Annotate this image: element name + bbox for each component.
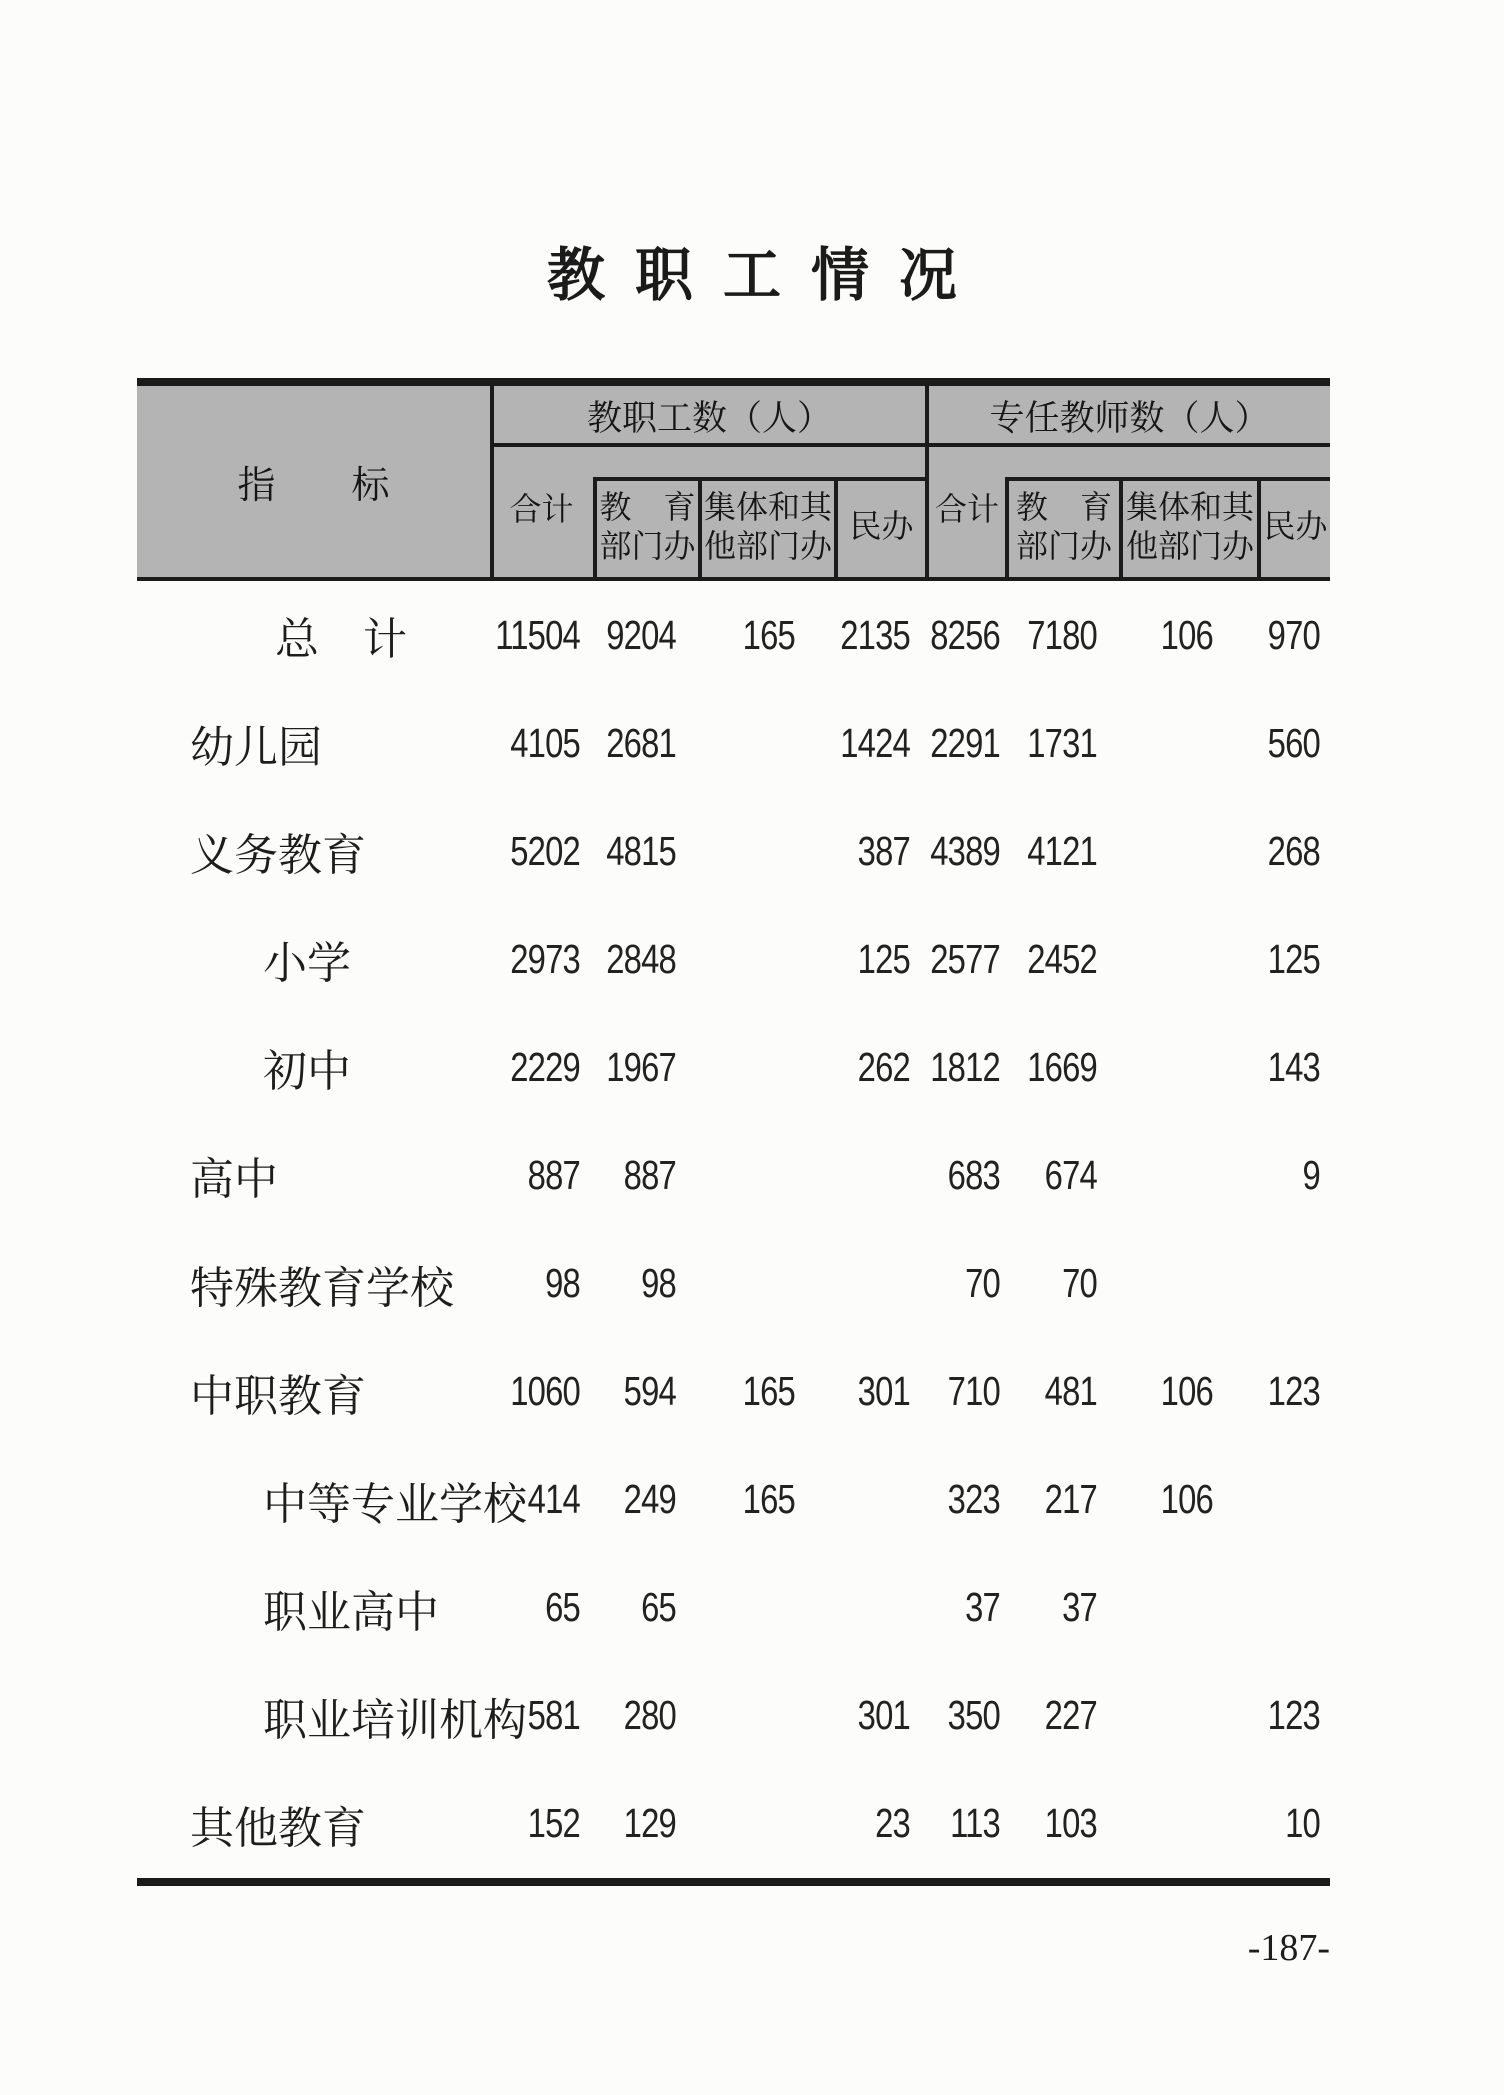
cell-value <box>818 1446 910 1554</box>
header-indicator: 指 标 <box>237 465 390 507</box>
cell-value: 125 <box>857 935 910 982</box>
row-label: 义务教育 <box>190 831 366 881</box>
subheader-collective-line1: 集体和其 <box>1125 488 1254 525</box>
cell-value: 4389 <box>930 827 1000 874</box>
cell-value: 4105 <box>510 719 580 766</box>
cell-value: 98 <box>545 1260 580 1306</box>
cell-value: 65 <box>641 1584 676 1631</box>
cell-value: 301 <box>857 1692 910 1739</box>
cell-value: 1812 <box>930 1043 1000 1090</box>
cell-value <box>1120 1121 1213 1229</box>
subheader-collective-g1 <box>702 477 834 577</box>
cell-value <box>700 797 795 905</box>
cell-value: 1060 <box>510 1368 580 1415</box>
row-label: 中职教育 <box>190 1371 366 1421</box>
cell-value: 125 <box>1267 935 1320 982</box>
row-label: 特殊教育学校 <box>190 1263 454 1313</box>
cell-value <box>1120 797 1213 905</box>
cell-value: 481 <box>1044 1368 1097 1415</box>
table-top-rule <box>137 378 1330 386</box>
cell-value: 710 <box>947 1368 1000 1415</box>
cell-value: 165 <box>742 1368 795 1415</box>
table-row <box>137 1229 1330 1337</box>
cell-value: 268 <box>1267 827 1320 874</box>
page-title: 教职工情况 <box>546 243 987 308</box>
cell-value: 387 <box>857 827 910 874</box>
header-group-fulltime-teachers: 专任教师数（人） <box>989 398 1270 438</box>
table-row <box>137 1338 1330 1446</box>
cell-value: 11504 <box>495 611 580 658</box>
cell-value: 350 <box>947 1692 1000 1739</box>
cell-value <box>1120 1554 1213 1662</box>
cell-value: 106 <box>1160 1368 1213 1415</box>
cell-value: 8256 <box>930 611 1000 658</box>
cell-value: 262 <box>857 1043 910 1090</box>
cell-value: 5202 <box>510 827 580 874</box>
cell-value: 103 <box>1044 1800 1097 1847</box>
table-row <box>137 1770 1330 1878</box>
cell-value: 249 <box>623 1476 676 1523</box>
row-label: 总 计 <box>275 615 407 665</box>
subheader-total-g1: 合计 <box>509 491 574 528</box>
group-underline <box>490 443 1330 447</box>
cell-value: 4121 <box>1027 827 1097 874</box>
cell-value <box>1120 689 1213 797</box>
table-bottom-rule <box>137 1878 1330 1886</box>
cell-value: 414 <box>527 1476 580 1523</box>
cell-value: 123 <box>1267 1692 1320 1739</box>
subheader-edu-line1: 教 育 <box>599 488 696 525</box>
cell-value <box>700 1662 795 1770</box>
cell-value: 970 <box>1267 611 1320 658</box>
table-header <box>137 378 1330 581</box>
cell-value: 2452 <box>1027 935 1097 982</box>
row-label: 中等专业学校 <box>263 1479 527 1529</box>
cell-value <box>700 1770 795 1878</box>
cell-value: 217 <box>1044 1476 1097 1523</box>
cell-value: 165 <box>742 611 795 658</box>
subheader-collective-line1: 集体和其 <box>703 488 832 525</box>
subheader-edu-line2: 部门办 <box>599 528 696 564</box>
cell-value: 37 <box>965 1584 1000 1631</box>
cell-value: 560 <box>1267 719 1320 766</box>
table-row <box>137 1013 1330 1121</box>
subheader-collective-g2 <box>1123 477 1257 577</box>
table-row <box>137 581 1330 689</box>
subheader-edu-line1: 教 育 <box>1015 488 1112 525</box>
cell-value <box>1120 1013 1213 1121</box>
cell-value <box>818 1554 910 1662</box>
cell-value: 2229 <box>510 1043 580 1090</box>
cell-value: 70 <box>1062 1260 1097 1306</box>
cell-value: 98 <box>641 1260 676 1306</box>
cell-value <box>1120 905 1213 1013</box>
cell-value: 106 <box>1160 611 1213 658</box>
table-row <box>137 689 1330 797</box>
cell-value: 106 <box>1160 1476 1213 1523</box>
cell-value: 2291 <box>930 719 1000 766</box>
cell-value: 2577 <box>930 935 1000 982</box>
cell-value: 129 <box>623 1800 676 1847</box>
row-label: 幼儿园 <box>190 723 322 773</box>
cell-value: 683 <box>947 1151 1000 1198</box>
cell-value: 7180 <box>1027 611 1097 658</box>
cell-value: 581 <box>527 1692 580 1739</box>
cell-value: 2973 <box>510 935 580 982</box>
cell-value: 323 <box>947 1476 1000 1523</box>
cell-value: 113 <box>950 1800 1000 1847</box>
row-label: 其他教育 <box>190 1803 366 1853</box>
cell-value <box>700 905 795 1013</box>
table-row <box>137 905 1330 1013</box>
cell-value: 152 <box>527 1800 580 1847</box>
cell-value: 674 <box>1044 1151 1097 1198</box>
subheader-edu-line2: 部门办 <box>1015 528 1112 564</box>
subheader-private-g2: 民办 <box>1263 508 1328 545</box>
cell-value: 594 <box>623 1368 676 1415</box>
cell-value: 143 <box>1267 1043 1320 1090</box>
subheader-edu-dept-g1 <box>597 477 698 577</box>
cell-value <box>1120 1662 1213 1770</box>
cell-value: 70 <box>965 1260 1000 1306</box>
page-number: -187- <box>1247 1927 1330 1969</box>
cell-value: 227 <box>1044 1692 1097 1739</box>
cell-value <box>1120 1770 1213 1878</box>
cell-value: 165 <box>742 1476 795 1523</box>
cell-value: 9 <box>1302 1151 1320 1198</box>
cell-value: 4815 <box>606 827 676 874</box>
cell-value <box>818 1229 910 1337</box>
subheader-collective-line2: 他部门办 <box>1125 528 1254 564</box>
cell-value: 65 <box>545 1584 580 1631</box>
cell-value: 887 <box>623 1151 676 1198</box>
cell-value <box>700 689 795 797</box>
table-row <box>137 797 1330 905</box>
cell-value <box>818 1121 910 1229</box>
cell-value <box>1234 1229 1320 1337</box>
cell-value: 2681 <box>606 719 676 766</box>
subheader-total-g2: 合计 <box>934 491 999 528</box>
table-row <box>137 1121 1330 1229</box>
cell-value: 280 <box>623 1692 676 1739</box>
row-label: 初中 <box>263 1047 351 1097</box>
cell-value <box>700 1013 795 1121</box>
cell-value <box>700 1121 795 1229</box>
cell-value: 1424 <box>840 719 910 766</box>
cell-value: 1669 <box>1027 1043 1097 1090</box>
row-label: 小学 <box>263 939 351 989</box>
cell-value: 23 <box>875 1800 910 1847</box>
cell-value: 1731 <box>1027 719 1097 766</box>
cell-value: 301 <box>857 1368 910 1415</box>
table-row <box>137 1554 1330 1662</box>
cell-value: 123 <box>1267 1368 1320 1415</box>
subheader-collective-line2: 他部门办 <box>703 528 832 564</box>
cell-value: 9204 <box>606 611 676 658</box>
cell-value <box>1234 1554 1320 1662</box>
cell-value <box>700 1554 795 1662</box>
cell-value: 1967 <box>606 1043 676 1090</box>
table-row <box>137 1662 1330 1770</box>
cell-value: 2848 <box>606 935 676 982</box>
header-group-staff: 教职工数（人） <box>586 398 832 438</box>
table-row <box>137 1446 1330 1554</box>
row-label: 职业高中 <box>263 1587 439 1637</box>
cell-value: 10 <box>1285 1800 1320 1847</box>
cell-value: 887 <box>527 1151 580 1198</box>
subheader-edu-dept-g2 <box>1009 477 1119 577</box>
subheader-private-g1: 民办 <box>849 508 914 545</box>
cell-value: 2135 <box>840 611 910 658</box>
table-body <box>137 581 1330 1878</box>
row-label: 职业培训机构 <box>263 1695 527 1745</box>
row-label: 高中 <box>190 1155 278 1205</box>
cell-value: 37 <box>1062 1584 1097 1631</box>
cell-value <box>700 1229 795 1337</box>
cell-value <box>1120 1229 1213 1337</box>
cell-value <box>1234 1446 1320 1554</box>
